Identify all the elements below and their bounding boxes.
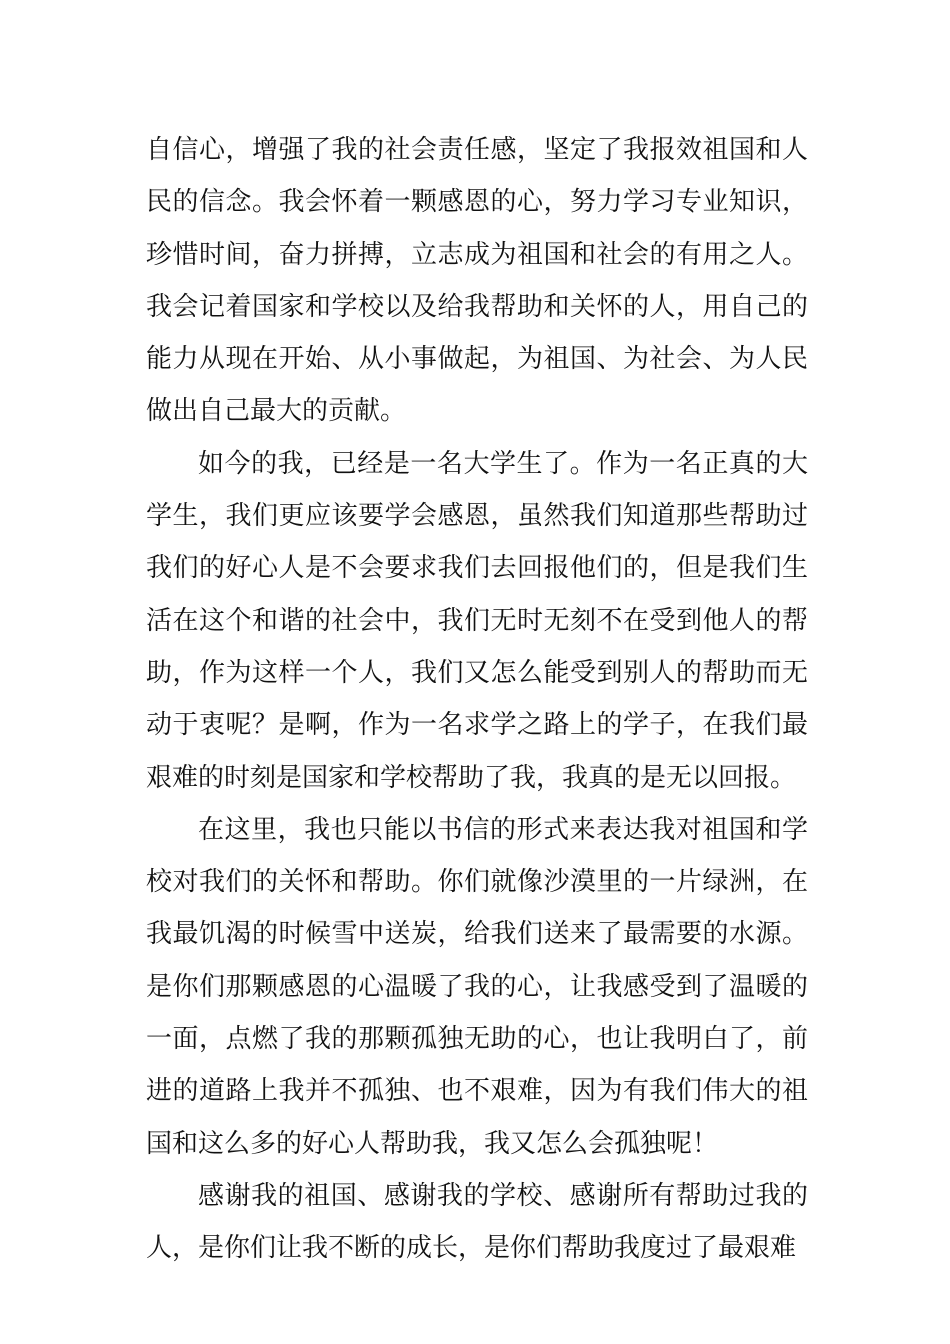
- paragraph-1: 自信心，增强了我的社会责任感，坚定了我报效祖国和人民的信念。我会怀着一颗感恩的心，努力学习专业知识，珍惜时间，奋力拼搏，立志成为祖国和社会的有用之人。我会记着国家和学校以及给我帮助和关怀的人，用自己的能力从现在开始、从小事做起，为祖国、为社会、为人民做出自己最大的贡献。: [146, 135, 808, 427]
- paragraph-4: 感谢我的祖国、感谢我的学校、感谢所有帮助过我的人，是你们让我不断的成长，是你们帮助我度过了最艰难: [146, 1180, 808, 1264]
- document-body: [146, 124, 808, 1275]
- paragraph-2: 如今的我，已经是一名大学生了。作为一名正真的大学生，我们更应该要学会感恩，虽然我们知道那些帮助过我们的好心人是不会要求我们去回报他们的，但是我们生活在这个和谐的社会中，我们无时无刻不在受到他人的帮助，作为这样一个人，我们又怎么能受到别人的帮助而无动于衷呢？是啊，作为一名求学之路上的学子，在我们最艰难的时刻是国家和学校帮助了我，我真的是无以回报。: [146, 448, 808, 793]
- paragraph-3: 在这里，我也只能以书信的形式来表达我对祖国和学校对我们的关怀和帮助。你们就像沙漠里的一片绿洲，在我最饥渴的时候雪中送炭，给我们送来了最需要的水源。是你们那颗感恩的心温暖了我的心，让我感受到了温暖的一面，点燃了我的那颗孤独无助的心，也让我明白了，前进的道路上我并不孤独、也不艰难，因为有我们伟大的祖国和这么多的好心人帮助我，我又怎么会孤独呢！: [146, 814, 808, 1159]
